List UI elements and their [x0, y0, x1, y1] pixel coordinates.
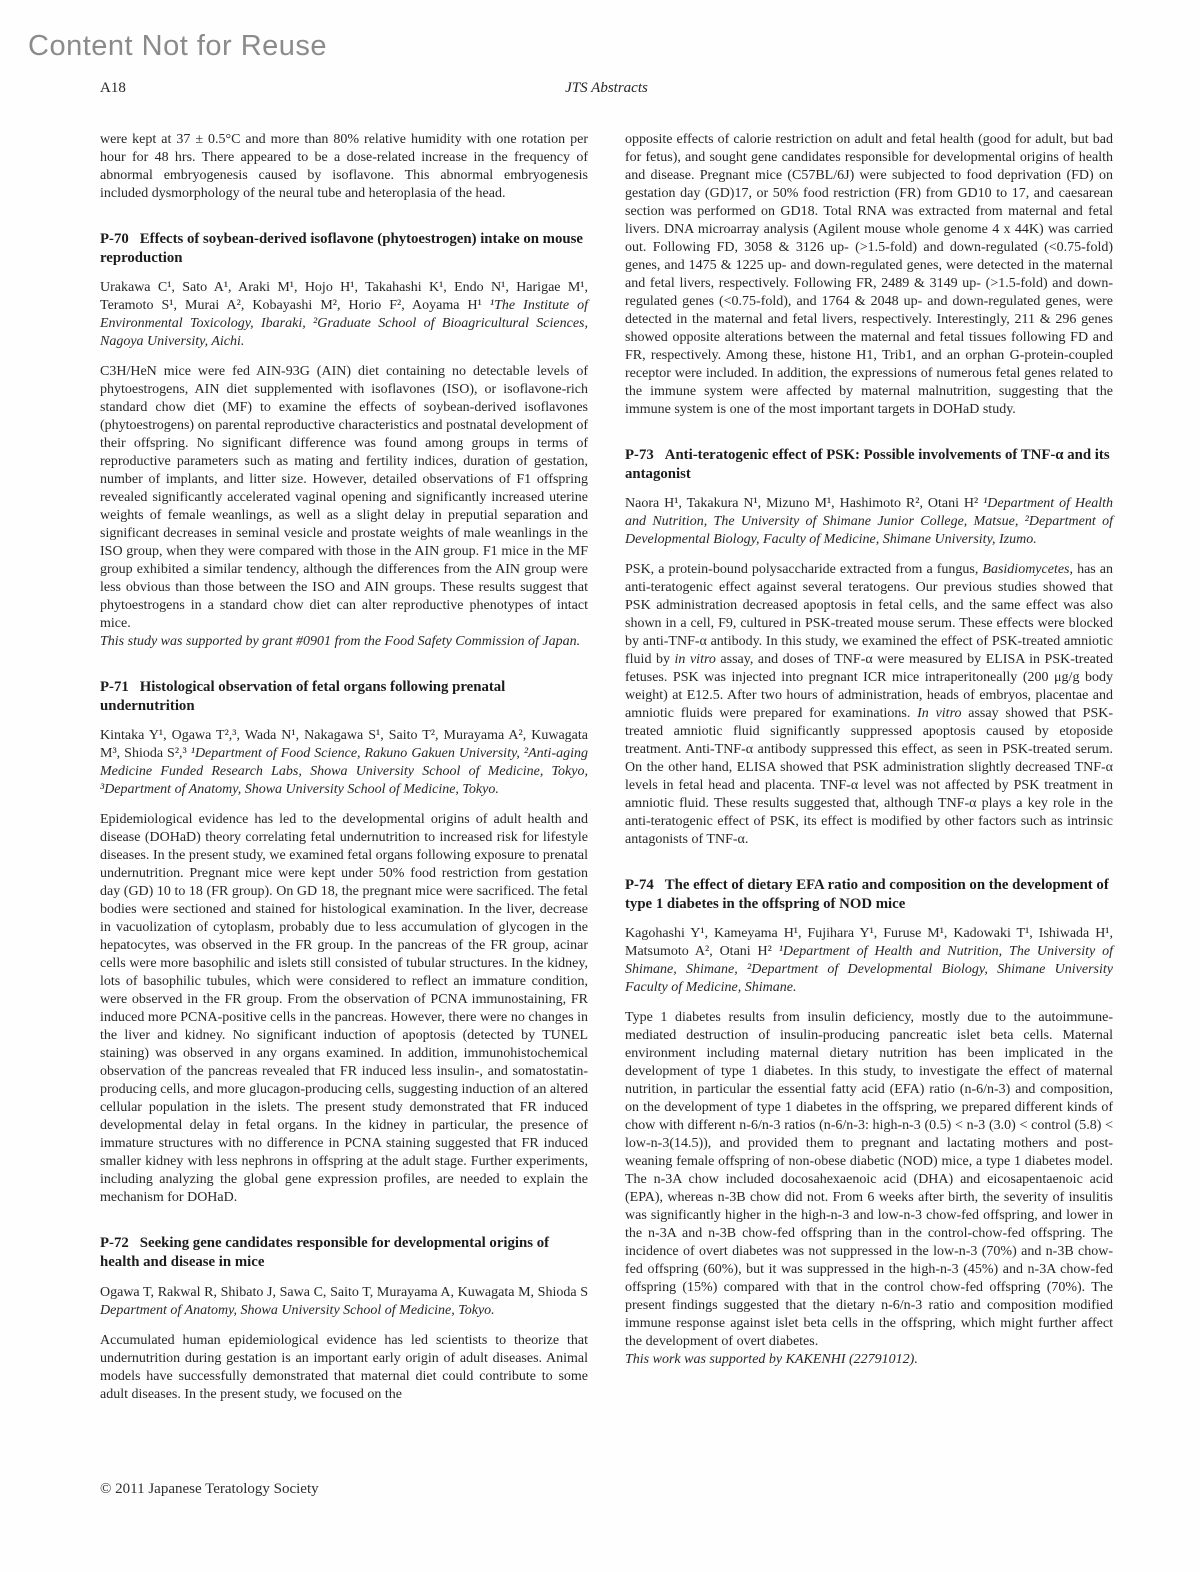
abstract-p74-body: Type 1 diabetes results from insulin deficiency, mostly due to the autoimmune-mediated destruction of insulin-producing pancreatic islet beta cells. Maternal environment including maternal dietary nutrition has been implicated in the development of type 1 diabetes. In this study, to investigate the effect of maternal nutrition, in particular the essential fatty acid (EFA) ratio (n-6/n-3) and composition, on the development of type 1 diabetes in the offspring, we prepared different kinds of chow with different n-6/n-3 ratios (n-6/n-3: high-n-3 (0.5) < n-3 (3.0) < control (5.8) < low-n-3(14.5)), and provided them to pregnant and lactating mothers and post-weaning female offspring of non-obese diabetic (NOD) mice, a type 1 diabetes model. The n-3A chow included docosahexaenoic acid (DHA) and eicosapentaenoic acid (EPA), whereas n-3B chow did not. From 6 weeks after birth, the severity of insulitis was significantly higher in the high-n-3 and low-n-3 chow-fed offspring, and lower in the n-3A and n-3B chow-fed offspring than in the control-chow-fed offspring. The incidence of overt diabetes was not suppressed in the low-n-3 (70%) and n-3B chow-fed offspring (60%), but it was suppressed in the high-n-3 (45%) and n-3A chow-fed offspring (15%) compared with that in the control chow-fed offspring (70%). The present findings suggested that the dietary n-6/n-3 ratio and composition modified immune response against islet beta cells in the offspring, which might further affect the development of overt diabetes.	[625, 1010, 1113, 1350]
abstract-p70-body: C3H/HeN mice were fed AIN-93G (AIN) diet containing no detectable levels of phytoestrogens, AIN diet supplemented with isoflavones (ISO), or isoflavone-rich standard chow diet (MF) to examine the effects of soybean-derived isoflavones (phytoestrogens) on parental reproductive characteristics and postnatal development of their offspring. No significant difference was found among groups in terms of reproductive parameters such as mating and fertility indices, duration of gestation, number of implants, and litter size. However, detailed observations of F1 offspring revealed significantly accelerated vaginal opening and significantly increased uterine weights of female weanlings, as well as a slight delay in preputial separation and significant decreases in seminal vesicle and prostate weights of male weanlings in the ISO group, when they were compared with those in the AIN group. F1 mice in the MF group exhibited a similar tendency, although the differences from the AIN group were less obvious than those between the ISO and AIN groups. These results suggest that phytoestrogens in a standard chow diet can alter reproductive phenotypes of intact mice.	[100, 364, 588, 632]
abstract-p74-number: P-74	[625, 877, 654, 894]
running-title: JTS Abstracts	[565, 80, 648, 96]
abstract-p74-authors: Kagohashi Y¹, Kameyama H¹, Fujihara Y¹, Furuse M¹, Kadowaki T¹, Ishiwada H¹, Matsumoto A², Otani H² ¹Department of Health and Nutrition, The University of Shimane, Shimane, ²Department of Developmental Biology, Shimane University Faculty of Medicine, Shimane.	[625, 926, 1113, 996]
abstract-p73-heading	[625, 446, 1113, 483]
right-continuation-paragraph: opposite effects of calorie restriction on adult and fetal health (good for adult, but bad for fetus), and sought gene candidates responsible for developmental origins of health and disease. Pregnant mice (C57BL/6J) were subjected to food deprivation (FD) on gestation day (GD)17, or 50% food restriction (FR) from GD10 to 17, and caesarean section was performed on GD18. Total RNA was extracted from maternal and fetal livers. DNA microarray analysis (Agilent mouse whole genome 4 x 44K) was carried out. Following FD, 3058 & 3126 up- (>1.5-fold) and down-regulated (<0.75-fold) genes, and 1475 & 1225 up- and down-regulated genes, were detected in the maternal and fetal livers, respectively. Following FR, 2489 & 3149 up- (>1.5-fold) and down-regulated genes (<0.75-fold), and 1764 & 2048 up- and down-regulated genes, were detected in the maternal and fetal livers, respectively. Interestingly, 211 & 296 genes showed opposite alterations between the maternal and fetal tissues following FD and FR, respectively. Among these, histone H1, Trib1, and an orphan G-protein-coupled receptor were included. In addition, the expressions of numerous fetal genes related to the immune system were affected by maternal malnutrition, suggesting that the immune system is one of the most important targets in DOHaD study.	[625, 132, 1113, 417]
abstract-p73-authors: Naora H¹, Takakura N¹, Mizuno M¹, Hashimoto R², Otani H² ¹Department of Health and Nutrition, The University of Shimane Junior College, Matsue, ²Department of Developmental Biology, Faculty of Medicine, Shimane University, Izumo.	[625, 496, 1113, 548]
abstract-p74	[625, 876, 1113, 1369]
page-header	[100, 80, 1113, 100]
abstract-p71-number: P-71	[100, 679, 129, 696]
page-number: A18	[100, 80, 126, 96]
abstract-p74-title: The effect of dietary EFA ratio and composition on the development of type 1 diabetes in the offspring of NOD mice	[625, 877, 1109, 912]
abstract-p70	[100, 230, 588, 651]
two-column-content	[100, 131, 1113, 1404]
abstract-p74-funding-note: This work was supported by KAKENHI (22791012).	[625, 1352, 918, 1368]
right-column	[625, 131, 1113, 1404]
abstract-p72-number: P-72	[100, 1235, 129, 1252]
abstract-p73	[625, 446, 1113, 849]
abstract-p72	[100, 1234, 588, 1403]
abstract-p70-title: Effects of soybean-derived isoflavone (phytoestrogen) intake on mouse reproduction	[100, 231, 583, 266]
abstract-p73-number: P-73	[625, 447, 654, 463]
abstract-p70-funding-note: This study was supported by grant #0901 from the Food Safety Commission of Japan.	[100, 634, 581, 650]
abstract-p71-title: Histological observation of fetal organs following prenatal undernutrition	[100, 679, 506, 714]
abstract-p70-heading	[100, 230, 588, 267]
page-footer	[100, 1481, 319, 1498]
abstract-p73-body: PSK, a protein-bound polysaccharide extracted from a fungus, Basidiomycetes, has an anti-teratogenic effect against several teratogens. Our previous studies showed that PSK administration decreased apoptosis in fetal cells, and the same effect was also shown in a cell, F9, cultured in PSK-treated mouse serum. These effects were blocked by anti-TNF-α antibody. In this study, we examined the effect of PSK-treated amniotic fluid by in vitro assay, and doses of TNF-α were measured by ELISA in PSK-treated fetuses. PSK was injected into pregnant ICR mice intraperitoneally (200 μg/g body weight) at E12.5. After two hours of administration, heads of embryos, placentae and amniotic fluids were prepared for examinations. In vitro assay showed that PSK-treated amniotic fluid significantly suppressed apoptosis caused by etoposide treatment. Anti-TNF-α antibody suppressed this effect, as seen in PSK-treated serum. On the other hand, ELISA showed that PSK administration slightly decreased TNF-α levels in fetal head and placenta. TNF-α level was not affected by PSK treatment in amniotic fluid. These results suggested that, although TNF-α plays a key role in the anti-teratogenic effect of PSK, its effect is modified by other factors such as intrinsic antagonists of TNF-α.	[625, 562, 1114, 848]
left-column	[100, 131, 588, 1404]
abstract-p70-number: P-70	[100, 231, 129, 247]
abstract-p72-authors: Ogawa T, Rakwal R, Shibato J, Sawa C, Saito T, Murayama A, Kuwagata M, Shioda S Department of Anatomy, Showa University School of Medicine, Tokyo.	[100, 1284, 588, 1318]
abstract-p72-title: Seeking gene candidates responsible for developmental origins of health and disease in mice	[100, 1235, 550, 1270]
abstract-p71-heading	[100, 678, 588, 715]
copyright-line: © 2011 Japanese Teratology Society	[100, 1481, 319, 1497]
abstract-p71-body: Epidemiological evidence has led to the developmental origins of adult health and disease (DOHaD) theory correlating fetal undernutrition to increased risk for lifestyle diseases. In the present study, we examined fetal organs following exposure to prenatal undernutrition. Pregnant mice were kept under 50% food restriction from gestation day (GD) 10 to 18 (FR group). On GD 18, the pregnant mice were sacrificed. The fetal bodies were sectioned and stained for histological examination. In the liver, decrease in vacuolization of cytoplasm, probably due to less accumulation of glycogen in the hepatocytes, was observed in the FR group. In the pancreas of the FR group, acinar cells were more basophilic and islets still consisted of tubular structures. In the kidney, lots of basophilic tubules, which were considered to reflect an immature condition, were observed in the FR group. From the observation of PCNA immunostaining, FR induced more PCNA-positive cells in the pancreas. However, there were no changes in the liver and kidney. No significant induction of apoptosis (detected by TUNEL staining) was observed in any organs examined. In addition, immunohistochemical observation of the pancreas revealed that FR induced less insulin-, and somatostatin-producing cells, and more glucagon-producing cells, suggesting induction of an altered cellular population in the islets. The present study demonstrated that FR induced developmental delay in fetal organs. In the kidney in particular, the presence of immature structures with no difference in PCNA staining suggested that FR induced smaller kidney with less nephrons in offspring at the adult stage. Further experiments, including analyzing the global gene expression profiles, are needed to explain the mechanism for DOHaD.	[100, 812, 588, 1206]
abstract-p71	[100, 678, 588, 1207]
abstract-p73-title: Anti-teratogenic effect of PSK: Possible involvements of TNF-α and its antagonist	[625, 447, 1110, 482]
abstract-p70-authors: Urakawa C¹, Sato A¹, Araki M¹, Hojo H¹, Takahashi K¹, Endo N¹, Harigae M¹, Teramoto S¹, Murai A², Kobayashi M², Horio F², Aoyama H¹ ¹The Institute of Environmental Toxicology, Ibaraki, ²Graduate School of Bioagricultural Sciences, Nagoya University, Aichi.	[100, 280, 588, 350]
left-continuation-paragraph: were kept at 37 ± 0.5°C and more than 80% relative humidity with one rotation per hour for 48 hrs. There appeared to be a dose-related increase in the frequency of abnormal embryogenesis caused by isoflavone. This abnormal embryogenesis included dysmorphology of the neural tube and heteroplasia of the head.	[100, 132, 588, 201]
watermark-text: Content Not for Reuse	[28, 30, 328, 62]
abstract-p74-heading	[625, 876, 1113, 913]
abstract-p72-heading	[100, 1234, 588, 1271]
abstract-p72-body: Accumulated human epidemiological evidence has led scientists to theorize that undernutrition during gestation is an important early origin of adult diseases. Animal models have successfully demonstrated that maternal diet could contribute to some adult diseases. In the present study, we focused on the	[100, 1332, 588, 1402]
abstract-p71-authors: Kintaka Y¹, Ogawa T²,³, Wada N¹, Nakagawa S¹, Saito T², Murayama A², Kuwagata M³, Shioda S²,³ ¹Department of Food Science, Rakuno Gakuen University, ²Anti-aging Medicine Funded Research Labs, Showa University School of Medicine, Tokyo, ³Department of Anatomy, Showa University School of Medicine, Tokyo.	[100, 728, 588, 798]
